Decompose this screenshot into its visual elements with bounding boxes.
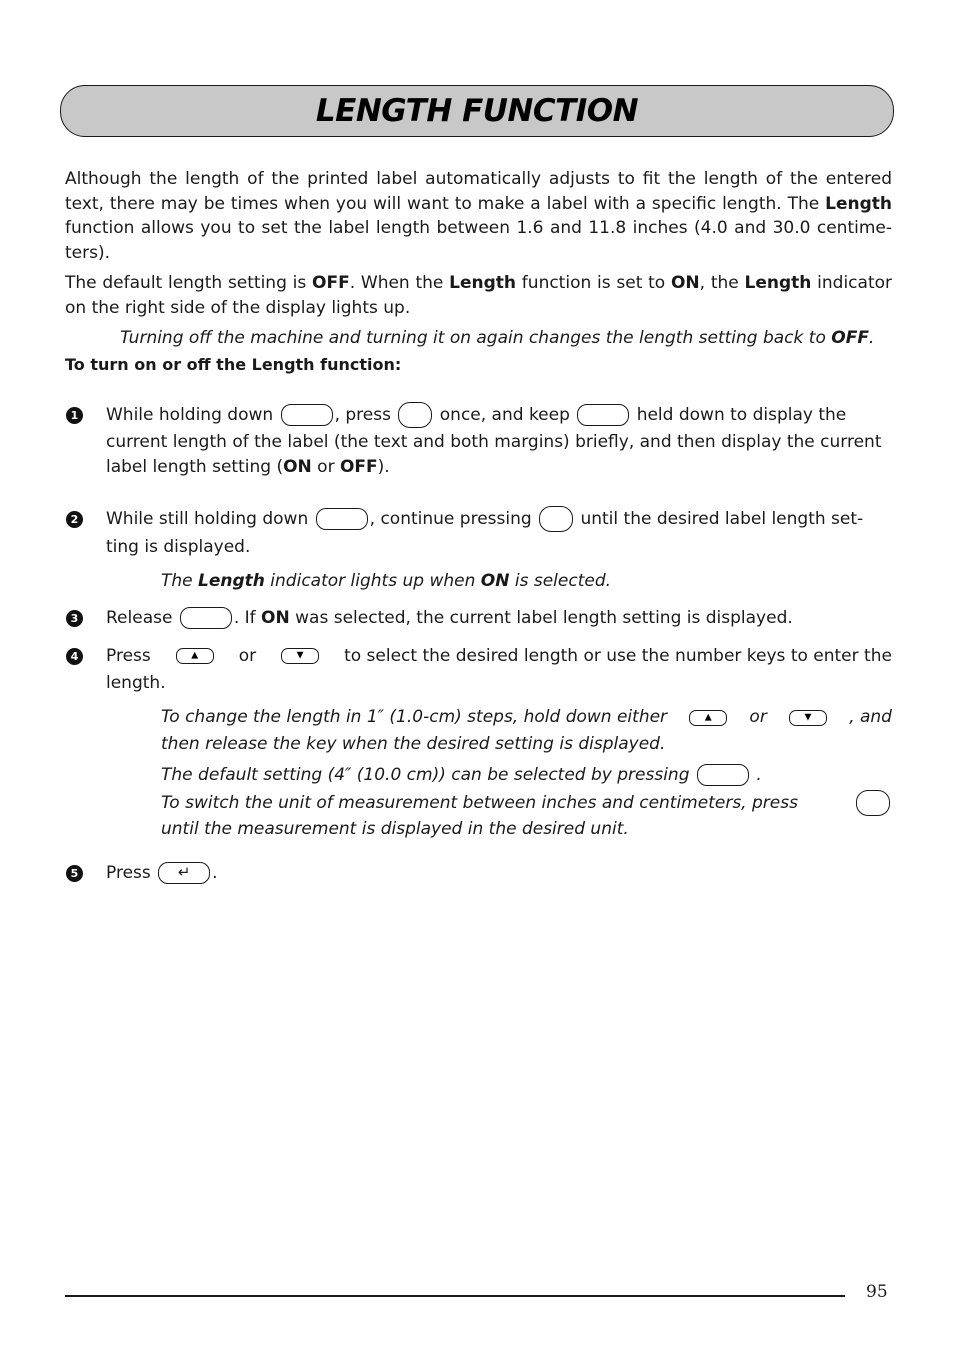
text: , continue pressing: [369, 509, 538, 529]
step-number-2: 2: [66, 511, 83, 528]
page-number: 95: [866, 1282, 888, 1302]
text: Press: [106, 646, 151, 666]
step-3: [106, 604, 892, 632]
text: The default length setting is: [65, 273, 313, 293]
page-title: LENGTH FUNCTION: [315, 93, 639, 129]
step-1: [106, 401, 892, 478]
bold-text: ON: [261, 608, 290, 628]
step-1-line-2: current length of the label (the text and both margins) briefly, and then display the current: [106, 432, 882, 452]
text: label length setting (: [106, 457, 284, 477]
step-3-line-1: [106, 604, 892, 632]
function-key-icon: [539, 506, 573, 532]
bold-text: ON: [670, 273, 700, 293]
intro-paragraph-1: [65, 167, 892, 265]
enter-key-icon: [158, 862, 210, 884]
step-4-note-3-line-1: [161, 790, 892, 816]
step-5-line-1: [106, 859, 892, 887]
text: function allows you to set the label length between 1.6 and 11.8 inches (4.0 and 30.0 centime-ters).: [65, 218, 892, 263]
bold-text: Length: [744, 273, 812, 293]
code-key-icon: [316, 508, 368, 530]
footer-rule: [65, 1295, 845, 1297]
step-4-note-1: [161, 704, 892, 758]
text: .: [212, 863, 218, 883]
step-2: [106, 505, 892, 561]
step-2-line-2: ting is displayed.: [106, 537, 251, 557]
step-5: [106, 859, 892, 887]
down-arrow-key-icon: [789, 710, 827, 726]
down-arrow-key-icon: [281, 648, 319, 664]
step-number-4: 4: [66, 648, 83, 665]
bold-text: ON: [480, 571, 510, 591]
text: indicator on the right side of the display lights up.: [65, 273, 892, 318]
step-1-line-1: [106, 401, 892, 429]
text: to select the desired length or use the number keys to enter the: [344, 646, 892, 666]
text: , and: [849, 707, 892, 727]
return-arrow-icon: ↵: [177, 862, 191, 881]
title-banner: [60, 85, 894, 137]
step-4-note-1-line-1: [161, 704, 892, 731]
step-4-note-3: [161, 790, 892, 842]
bold-text: Length: [198, 571, 265, 591]
bold-text: OFF: [339, 457, 378, 477]
step-number-5: 5: [66, 865, 83, 882]
text: .: [868, 328, 875, 348]
text: Release: [106, 608, 178, 628]
text: The: [161, 571, 199, 591]
space-key-icon: [697, 764, 749, 786]
text: or: [311, 457, 340, 477]
text: .: [756, 765, 762, 785]
step-4-note-1-line-2: then release the key when the desired setting is displayed.: [161, 734, 666, 754]
text: is selected.: [509, 571, 612, 591]
procedure-heading: To turn on or off the Length function:: [65, 355, 402, 374]
up-triangle-icon: ▲: [704, 712, 712, 722]
text: held down to display the: [631, 405, 847, 425]
code-key-icon: [281, 404, 333, 426]
function-key-icon: [398, 402, 432, 428]
text: Turning off the machine and turning it on again changes the length setting back to: [120, 328, 832, 348]
bold-text: OFF: [312, 273, 350, 293]
text: indicator lights up when: [264, 571, 481, 591]
text: To change the length in 1″ (1.0-cm) steps, hold down either: [161, 707, 668, 727]
text: or: [238, 646, 257, 666]
bold-text: OFF: [831, 328, 869, 348]
text: , press: [334, 405, 397, 425]
text: ).: [377, 457, 390, 477]
up-arrow-key-icon: [689, 710, 727, 726]
code-key-icon: [180, 607, 232, 629]
step-2-note: [161, 568, 611, 594]
text: , the: [699, 273, 745, 293]
text: function is set to: [516, 273, 671, 293]
text: The default setting (4″ (10.0 cm)) can be selected by pressing: [161, 765, 695, 785]
up-arrow-key-icon: [176, 648, 214, 664]
function-key-icon: [856, 790, 890, 816]
text: was selected, the current label length setting is displayed.: [289, 608, 793, 628]
intro-paragraph-2: [65, 271, 892, 320]
step-number-3: 3: [66, 610, 83, 627]
step-1-line-3: [106, 456, 892, 478]
intro-note: [120, 325, 892, 351]
text: once, and keep: [434, 405, 576, 425]
text: Press: [106, 863, 157, 883]
step-4-line-1: [106, 642, 892, 670]
text: . If: [233, 608, 262, 628]
up-triangle-icon: ▲: [191, 650, 199, 661]
code-key-icon: [577, 404, 629, 426]
step-4-note-2: [161, 762, 762, 788]
step-4-line-2: length.: [106, 673, 166, 693]
text: Although the length of the printed label automatically adjusts to fit the length of the entered text, there may be times when you will want to make a label with a specific length. The: [65, 169, 892, 214]
text: . When the: [349, 273, 450, 293]
down-triangle-icon: ▼: [296, 650, 304, 661]
bold-text: ON: [283, 457, 312, 477]
bold-text: Length: [449, 273, 517, 293]
text: or: [749, 707, 767, 727]
text: until the desired label length set-: [575, 509, 864, 529]
step-2-line-1: [106, 505, 892, 533]
text: To switch the unit of measurement between inches and centimeters, press: [161, 793, 798, 813]
text: While still holding down: [106, 509, 314, 529]
step-number-1: 1: [66, 407, 83, 424]
step-4: [106, 642, 892, 696]
step-4-note-3-line-2: until the measurement is displayed in the desired unit.: [161, 819, 629, 839]
down-triangle-icon: ▼: [804, 712, 812, 722]
text: While holding down: [106, 405, 279, 425]
bold-text: Length: [825, 193, 892, 214]
